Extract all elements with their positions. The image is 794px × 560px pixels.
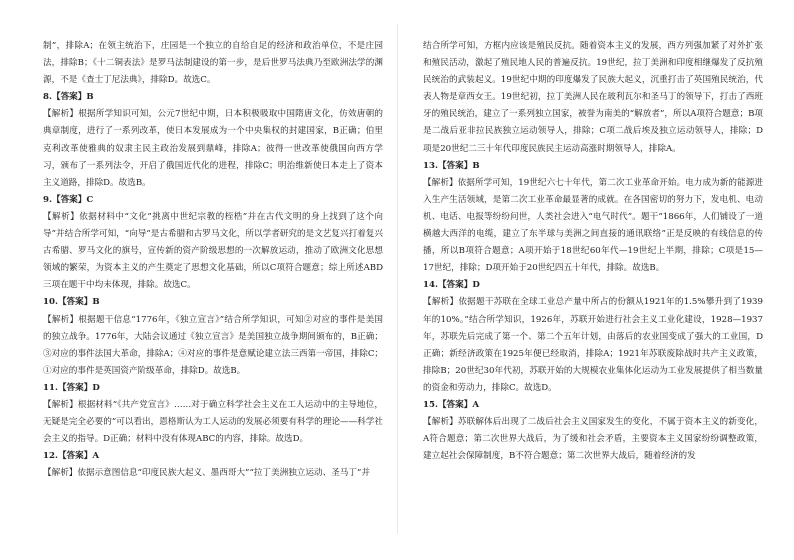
column-divider bbox=[397, 24, 398, 534]
left-column bbox=[43, 38, 383, 482]
answer-heading: 11.【答案】D bbox=[43, 382, 100, 393]
analysis-paragraph: 【解析】依据所学可知，19世纪六七十年代，第二次工业革命开始。电力成为新的能源进入生产生活领域，是第二次工业革命最显著的成就。在各国密切的努力下，发电机、电动机、电话、电报等纷纷问世，人类社会进入“电气时代”。题干“1866年，人们铺设了一道横越大西洋的电缆，建立了东半球与美洲之间直接的通讯联络”正是反映的有线信息的传播，所以B项符合题意；A项开始于18世纪60年代—19世纪上半期，排除；C项是15—17世纪，排除；D项开始于20世纪四五十年代，排除。故选B。 bbox=[423, 177, 763, 274]
answer-heading: 13.【答案】B bbox=[423, 160, 480, 171]
analysis-paragraph: 结合所学可知，方框内应该是殖民反抗。随着资本主义的发展，西方列强加紧了对外扩张和殖民活动，激起了殖民地人民的普遍反抗。19世纪，拉丁美洲和印度相继爆发了反抗殖民统治的武装起义。19世纪中期的印度爆发了民族大起义，沉重打击了英国殖民统治，代表人物是章西女王。19世纪初，拉丁美洲人民在玻利瓦尔和圣马丁的领导下，打击了西班牙的殖民统治，建立了一系列独立国家，被誉为南美的“解放者”，所以A项符合题意；B项是二战后亚非拉民族独立运动领导人，排除；C项二战后埃及独立运动领导人，排除；D项是20世纪二三十年代印度民族民主运动高涨时期领导人，排除A。 bbox=[423, 41, 763, 154]
right-column bbox=[423, 38, 763, 465]
answer-heading: 8.【答案】B bbox=[43, 92, 94, 103]
analysis-paragraph: 【解析】依据材料中“文化”挑离中世纪宗教的桎梏”并在古代文明的身上找到了这个向导”并结合所学可知，“向导”是古希腊和古罗马文化，所以学者研究的是文艺复兴打着复兴古希腊、罗马文化的旗号，宣传新的资产阶级思想的一次解放运动，推动了欧洲文化思想领域的繁荣，为资本主义的产生奠定了思想文化基础，所以C项符合题意；综上所述ABD三项在题干中均未体现，排除。故选C。 bbox=[43, 211, 383, 291]
analysis-paragraph: 制”，排除A；在领主统治下，庄园是一个独立的自给自足的经济和政治单位，不是庄园法，排除B；《十二铜表法》是罗马法制建设的第一步，是后世罗马法典乃至欧洲法学的渊源，不是《查士丁尼法典》，排除D。故选C。 bbox=[43, 41, 383, 86]
answer-heading: 15.【答案】A bbox=[423, 399, 479, 410]
answer-heading: 9.【答案】C bbox=[43, 194, 94, 205]
answer-heading: 14.【答案】D bbox=[423, 280, 480, 291]
analysis-paragraph: 【解析】根据材料“《共产党宣言》……对于确立科学社会主义在工人运动中的主导地位，无疑是完全必要的”可以看出，恩格斯认为工人运动的发展必须要有科学的理论——科学社会主义的指导。D正确；材料中没有体现ABC的内容，排除。故选D。 bbox=[43, 399, 383, 445]
analysis-paragraph: 【解析】依据示意图信息“印度民族大起义、墨西哥大”“拉丁美洲独立运动、圣马丁”并 bbox=[43, 468, 370, 479]
answer-heading: 12.【答案】A bbox=[43, 451, 99, 462]
analysis-paragraph: 【解析】依据题干苏联在全球工业总产量中所占的份额从1921年的1.5%攀升到了1939年的10%。”结合所学知识，1926年，苏联开始进行社会主义工业化建设，1928—1937年，苏联先后完成了第一个、第二个五年计划，由落后的农业国变成了强大的工业国，D正确；新经济政策在1925年便已经取消，排除A；1921年苏联废除战时共产主义政策，排除B；20世纪30年代初，苏联开始的大规模农业集体化运动为工业发展提供了相当数量的资金和劳动力，排除C。故选D。 bbox=[423, 297, 763, 393]
answer-heading: 10.【答案】B bbox=[43, 297, 100, 308]
analysis-paragraph: 【解析】苏联解体后出现了二战后社会主义国家发生的变化，不属于资本主义的新变化，A符合题意；第二次世界大战后，为了缓和社会矛盾，主要资本主义国家纷纷调整政策，建立起社会保障制度，B不符合题意；第二次世界大战后，随着经济的发 bbox=[423, 417, 763, 462]
analysis-paragraph: 【解析】根据题干信息“1776年，《独立宣言》”结合所学知识，可知②对应的事件是美国的独立战争。1776年，大陆会议通过《独立宣言》是美国独立战争期间颁布的，B正确；③对应的事件法国大革命，排除A；④对应的事件是意赋论建立法三西第一帝国，排除C；①对应的事件是英国资产阶级革命，排除D。故选B。 bbox=[43, 314, 383, 376]
analysis-paragraph: 【解析】根据所学知识可知，公元7世纪中期，日本积极吸取中国隋唐文化，仿效唐朝的典章制度，进行了一系列改革，使日本发展成为一个中央集权的封建国家，B正确；伯里克利改革使雅典的奴隶主民主政治发展到鼎峰，排除A；彼得一世改革使俄国向西方学习，颁布了一系列法令，开启了俄国近代化的进程，排除C；明治维新使日本走上了资本主义道路，排除D。故选B。 bbox=[43, 109, 383, 188]
